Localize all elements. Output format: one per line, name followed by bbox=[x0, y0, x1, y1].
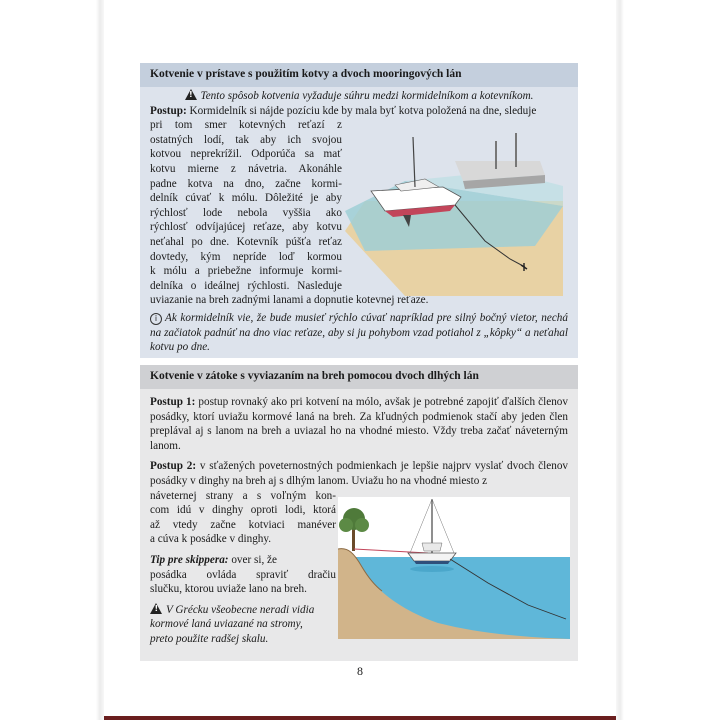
text-line: posádka ovláda spraviť dračiu bbox=[150, 568, 336, 581]
text-line: rýchlosť lode nebola vyššia ako bbox=[150, 206, 342, 219]
text-line: k mólu a priebežne informuje kormi- bbox=[150, 265, 342, 278]
step-first-line: Postup: Kormidelník si nájde pozíciu kde by mala byť kotva položená na dne, sleduje bbox=[150, 104, 537, 117]
text-line: kotvou neprekrížil. Odporúča sa mať bbox=[150, 148, 342, 161]
text-line: dovtedy, kým nepríde loď kormou bbox=[150, 250, 342, 263]
section-title: Kotvenie v zátoke s vyviazaním na breh pomocou dvoch dlhých lán bbox=[140, 365, 578, 389]
text-line: rýchlosť odvíjajúcej reťaze, aby kotvu bbox=[150, 221, 342, 234]
tip-block bbox=[150, 553, 336, 597]
text-line: !V Grécku všeobecne neradi vidia bbox=[150, 603, 336, 618]
section-anchoring-bay bbox=[140, 365, 578, 661]
text-line: padne kotva na dno, začne kormi- bbox=[150, 177, 342, 190]
anchored-boat-illustration bbox=[345, 131, 563, 301]
text-line: delník cúvať k mólu. Dôležité je aby bbox=[150, 192, 342, 205]
text-line: a cúva k posádke v dinghy. bbox=[150, 533, 272, 546]
step2-paragraph: Postup 2: v sťažených poveternostných podmienkach je lepšie najprv vyslať dvoch členov posádky v dinghy na breh aj s dlhým lanom. Uviažu ho na vhodné miesto z bbox=[150, 460, 569, 487]
text-line: kormové laná uviazané na stromy, bbox=[150, 618, 303, 631]
section-title: Kotvenie v prístave s použitím kotvy a dvoch mooringových lán bbox=[140, 63, 578, 87]
text-line: slučku, ktorou uviaže lano na breh. bbox=[150, 583, 307, 596]
info-icon: i bbox=[150, 313, 162, 325]
bay-mooring-illustration bbox=[338, 497, 570, 639]
warning-icon bbox=[150, 603, 162, 614]
section-anchoring-harbour bbox=[140, 63, 578, 358]
text-line: preto použite radšej skalu. bbox=[150, 632, 269, 645]
text-line: náveternej strany a s voľným kon- bbox=[150, 489, 336, 502]
page-bottom-border bbox=[104, 716, 616, 720]
info-note: i Ak kormidelník vie, že bude musieť rýchlo cúvať napríklad pre silný bočný vietor, nechá na začiatok padnúť na dno viac reťaze, aby si ju pohybom vzad potiahol z „kôpky“ a neťahal kotvu po dne. bbox=[150, 311, 568, 354]
greece-warning bbox=[150, 603, 336, 647]
text-line: com idú v dinghy oproti lodi, ktorá bbox=[150, 504, 336, 517]
step-last-line: uviazanie na breh zadnými lanami a dopnutie kotevnej reťaze. bbox=[150, 294, 429, 307]
text-line: delníka o ideálnej rýchlosti. Nasleduje bbox=[150, 279, 342, 292]
step2-column bbox=[150, 489, 336, 547]
step-column bbox=[150, 118, 342, 293]
page-number: 8 bbox=[357, 664, 363, 678]
text-line: kotvu mierne z návetria. Akonáhle bbox=[150, 162, 342, 175]
boat-hull bbox=[408, 553, 456, 561]
text-line: až vtedy začne kotviaci manéver bbox=[150, 518, 336, 531]
page-margin-right bbox=[616, 0, 720, 720]
warning-icon bbox=[185, 89, 197, 100]
page-margin-left bbox=[0, 0, 104, 720]
warning-note: !Tento spôsob kotvenia vyžaduje súhru medzi kormidelníkom a kotevníkom. bbox=[150, 89, 568, 104]
text-line: Tip pre skippera: over si, že bbox=[150, 553, 277, 566]
text-line: ostatných lodí, tak aby ich svojou bbox=[150, 133, 342, 146]
step1-paragraph: Postup 1: postup rovnaký ako pri kotvení na mólo, avšak je potrebné zapojiť ďalších členov posádky, ktorí uviažu kormové laná na breh. Za kľudných podmienok stačí aby jeden člen preplával aj s lanom na breh a uviazal ho na vhodné miesto. Vždy treba začať náveterným lanom. bbox=[150, 396, 568, 452]
text-line: pri tom smer kotevných reťazí z bbox=[150, 119, 342, 132]
text-line: neťahal po dne. Kotevník púšťa reťaz bbox=[150, 235, 342, 248]
